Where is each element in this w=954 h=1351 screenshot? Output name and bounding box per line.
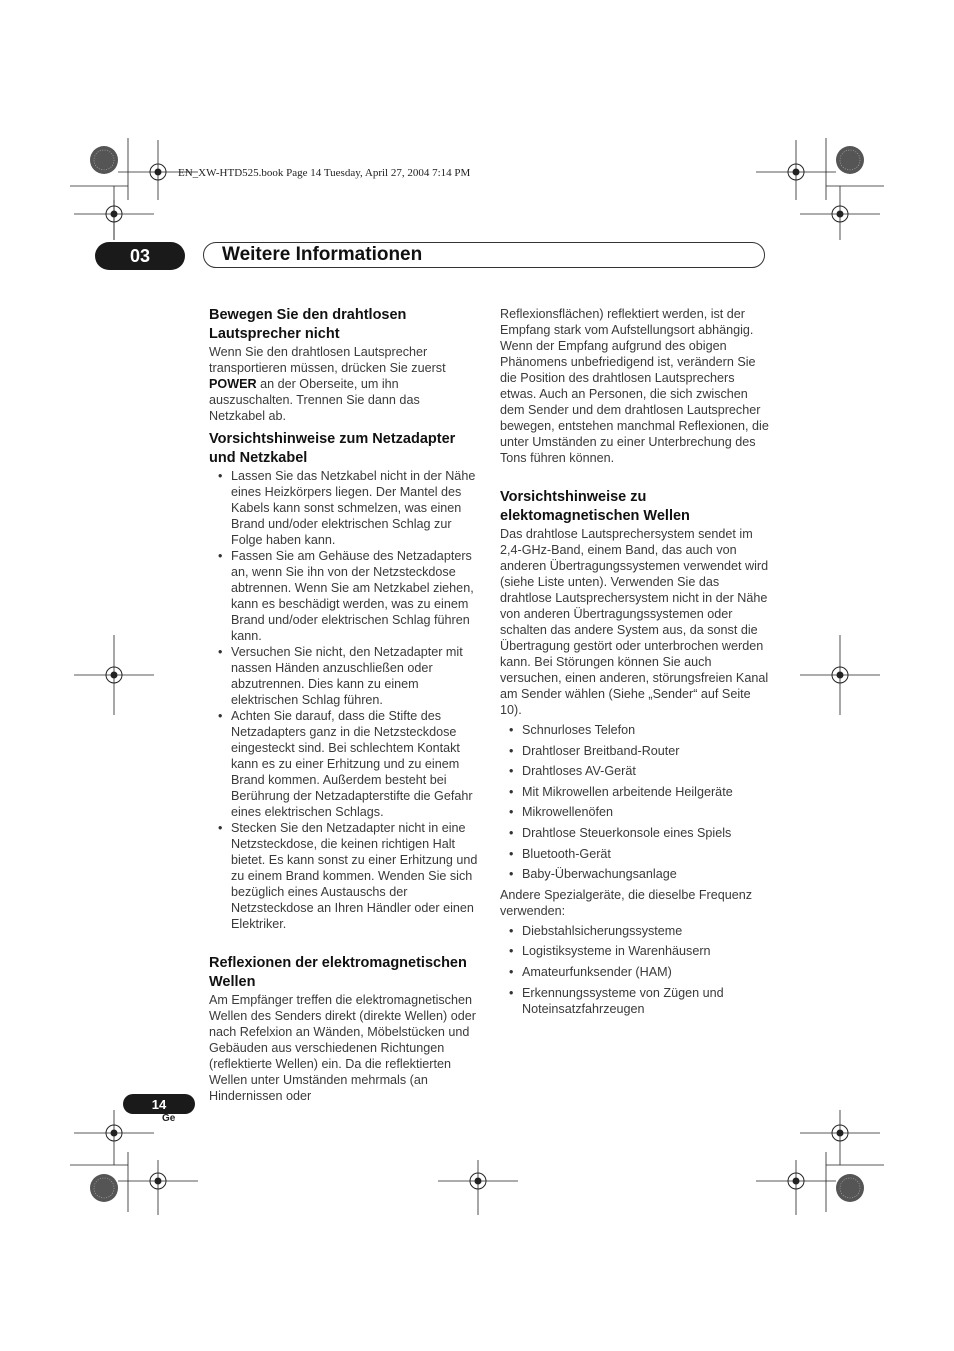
text-fragment: an der Oberseite, um ihn auszuschalten. Trennen Sie dann das Netzkabel ab. [209, 377, 420, 423]
language-code: Ge [162, 1113, 176, 1124]
list-item: • Versuchen Sie nicht, den Netzadapter mit nassen Händen anzuschließen oder abzutrennen. Dies kann zu einem elektrischen Schlag führen. [209, 644, 479, 708]
special-devices-list [500, 923, 772, 1017]
section-text-reflections: Am Empfänger treffen die elektromagnetischen Wellen des Senders direkt (direkte Wellen) oder nach Refelxion an Wänden, Möbelstücken und Gebäuden aus verschiedenen Richtungen (reflektierte Wellen) ein. Da die reflektierten Wellen unter Umständen mehrmals (an Hindernissen oder [209, 993, 476, 1103]
section-title-em-waves: Vorsichtshinweise zu elektomagnetischen Wellen [500, 489, 690, 524]
text-fragment: Wenn Sie den drahtlosen Lautsprecher transportieren müssen, drücken Sie zuerst [209, 345, 446, 375]
interfering-devices-list [500, 722, 772, 882]
section-text-em-waves: Das drahtlose Lautsprechersystem sendet im 2,4-GHz-Band, einem Band, das auch von anderen Übertragungssystemen verwendet wird (siehe Liste unten). Verwenden Sie das drahtlose Lautsprechersystem nicht in der Nähe von anderen Übertragungssystemen oder schalten das andere System aus, da sonst die Übertragung gestört oder unterbrochen werden kann. Bei Störungen können Sie auch versuchen, einen anderen, störungsfreien Kanal am Sender wählen (Siehe „Sender“ auf Seite 10). [500, 527, 769, 717]
list-item: • Erkennungssysteme von Zügen und Noteinsatzfahrzeugen [500, 985, 772, 1017]
list-item: • Achten Sie darauf, dass die Stifte des Netzadapters ganz in die Netzsteckdose eingesteckt sind. Bei schlechtem Kontakt kann es zu einer Erhitzung und zu einem Brand kommen. Außerdem besteht bei Berührung der Netzadapterstifte die Gefahr eines elektrischen Schlags. [209, 708, 479, 820]
power-label: POWER [209, 377, 257, 391]
list-item: • Baby-Überwachungsanlage [500, 866, 772, 882]
list-item: • Bluetooth-Gerät [500, 846, 772, 862]
chapter-title: Weitere Informationen [222, 244, 423, 265]
list-item: • Drahtloser Breitband-Router [500, 743, 772, 759]
chapter-number-badge: 03 [95, 242, 185, 270]
list-item: • Stecken Sie den Netzadapter nicht in eine Netzsteckdose, die keinen richtigen Halt bietet. Es kann sonst zu einer Erhitzung und zu einem Brand kommen. Wenden Sie sich bezüglich eines Austauschs der Netzsteckdose an Ihren Händler oder einen Elektriker. [209, 820, 479, 932]
list-item: • Lassen Sie das Netzkabel nicht in der Nähe eines Heizkörpers liegen. Der Mantel des Kabels kann sonst schmelzen, was einen Brand und/oder elektrischen Schlag zur Folge haben kann. [209, 468, 479, 548]
list-item: • Diebstahlsicherungssysteme [500, 923, 772, 939]
list-item: • Amateurfunksender (HAM) [500, 964, 772, 980]
list-item: • Fassen Sie am Gehäuse des Netzadapters an, wenn Sie ihn von der Netzsteckdose abtrennen. Wenn Sie am Netzkabel ziehen, kann es beschädigt werden, was zu einem Brand und/oder elektrischen Schlag führen kann. [209, 548, 479, 644]
section-text-reflections-continued: Reflexionsflächen) reflektiert werden, ist der Empfang stark vom Aufstellungsort abhängig. Wenn der Empfang aufgrund des obigen Phänomens unbefriedigend ist, verändern Sie die Position des drahtlosen Lautsprechers etwas. Auch an Personen, die sich zwischen dem Sender und dem drahtlosen Lautsprecher bewegen, entstehen manchmal Reflexionen, die unter Umständen zu einer Unterbrechung des Tons führen können. [500, 307, 769, 465]
list-item: • Logistiksysteme in Warenhäusern [500, 943, 772, 959]
print-slug: EN_XW-HTD525.book Page 14 Tuesday, April 27, 2004 7:14 PM [178, 167, 471, 179]
list-item: • Schnurloses Telefon [500, 722, 772, 738]
right-column [500, 306, 772, 1021]
chapter-header [203, 242, 765, 268]
list-item: • Mikrowellenöfen [500, 804, 772, 820]
section-title-reflections: Reflexionen der elektromagnetischen Wellen [209, 955, 467, 990]
section-title-adapter-cautions: Vorsichtshinweise zum Netzadapter und Netzkabel [209, 431, 456, 466]
left-column [209, 306, 479, 1104]
section-title-move-speaker: Bewegen Sie den drahtlosen Lautsprecher nicht [209, 307, 407, 342]
page-number-badge: 14 [123, 1094, 195, 1114]
section-text-move-speaker [209, 344, 479, 424]
list-item: • Mit Mikrowellen arbeitende Heilgeräte [500, 784, 772, 800]
adapter-cautions-list [209, 468, 479, 932]
section-text-other-devices: Andere Spezialgeräte, die dieselbe Frequenz verwenden: [500, 887, 753, 918]
list-item: • Drahtlose Steuerkonsole eines Spiels [500, 825, 772, 841]
list-item: • Drahtloses AV-Gerät [500, 763, 772, 779]
